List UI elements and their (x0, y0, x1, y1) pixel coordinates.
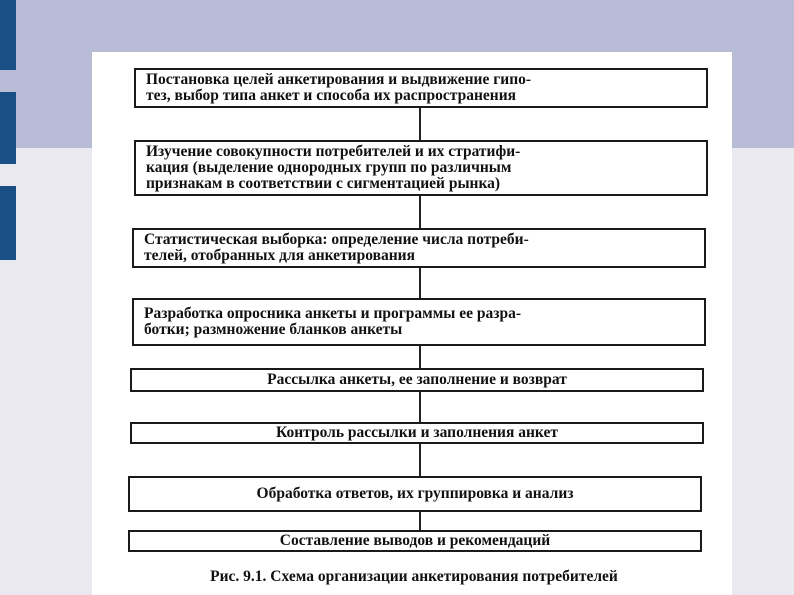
flow-step-text: Обработка ответов, их группировка и анализ (256, 485, 574, 502)
flow-step-text: Контроль рассылки и заполнения анкет (276, 424, 558, 441)
flow-step-text: Изучение совокупности потребителей и их стратифи- (146, 143, 521, 160)
figure-caption: Рис. 9.1. Схема организации анкетирования потребителей (210, 568, 618, 585)
flow-step-1 (134, 68, 708, 108)
flow-step-text: ботки; размножение бланков анкеты (144, 321, 403, 338)
slide-accent-bar (0, 92, 16, 164)
flow-step-text: Составление выводов и рекомендаций (279, 532, 551, 549)
flow-step-text: Статистическая выборка: определение числа потреби- (144, 231, 529, 248)
flow-step-2 (134, 140, 708, 196)
flow-step-4 (132, 298, 706, 346)
flow-step-3 (132, 228, 706, 268)
slide-accent-bar (0, 186, 16, 260)
flow-step-7 (128, 476, 702, 512)
flow-step-text: Рассылка анкеты, ее заполнение и возврат (267, 371, 567, 388)
flow-step-text: телей, отобранных для анкетирования (144, 247, 415, 264)
flow-step-text: кация (выделение однородных групп по различным (146, 159, 512, 176)
flow-step-6 (130, 422, 704, 444)
flow-step-8 (128, 530, 702, 552)
flow-step-text: Постановка целей анкетирования и выдвижение гипо- (146, 71, 532, 88)
flow-step-text: тез, выбор типа анкет и способа их распространения (146, 87, 517, 104)
flow-step-text: Разработка опросника анкеты и программы ее разра- (144, 305, 522, 322)
flow-step-text: признакам в соответствии с сигментацией рынка) (146, 175, 501, 192)
scanned-figure (92, 52, 732, 595)
slide-accent-bar (0, 0, 16, 70)
flow-step-5 (130, 368, 704, 392)
